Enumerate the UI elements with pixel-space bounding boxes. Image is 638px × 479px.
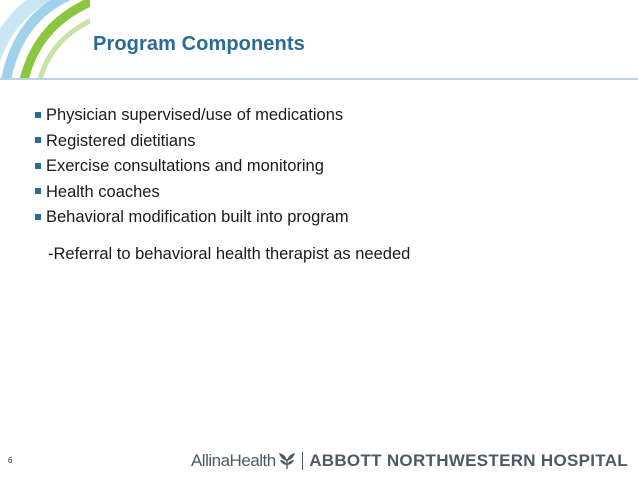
bullet-list [35,103,349,231]
bullet-text: Exercise consultations and monitoring [46,157,324,176]
slide-title: Program Components [93,33,305,55]
square-bullet-icon [35,137,41,143]
square-bullet-icon [35,188,41,194]
corner-arc-decoration [0,0,90,80]
list-item [35,154,349,180]
list-item [35,180,349,206]
brand-name: AllinaHealth [190,451,276,470]
leaf-logo-icon [277,452,297,470]
square-bullet-icon [35,112,41,118]
sub-bullet-text: -Referral to behavioral health therapist as needed [48,245,411,263]
bullet-text: Registered dietitians [46,131,196,150]
footer-logo [191,450,628,472]
hospital-name: ABBOTT NORTHWESTERN HOSPITAL [309,451,628,470]
bullet-text: Physician supervised/use of medications [46,106,344,125]
logo-divider [302,452,304,470]
list-item [35,103,349,129]
square-bullet-icon [35,214,41,220]
title-divider [0,78,638,80]
slide-number: 6 [8,456,13,465]
list-item [35,205,349,231]
bullet-text: Behavioral modification built into program [46,208,349,227]
list-item [35,129,349,155]
square-bullet-icon [35,163,41,169]
bullet-text: Health coaches [46,182,160,201]
